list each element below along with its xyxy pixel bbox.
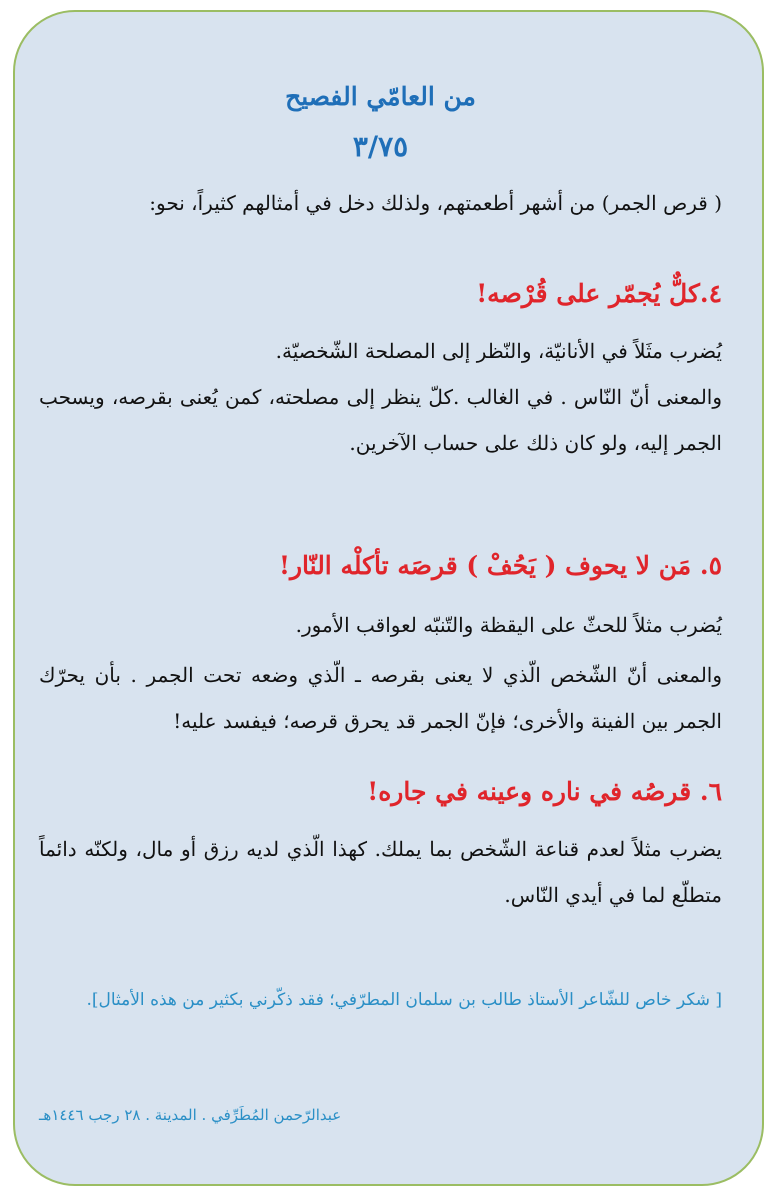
- proverb-6-heading: ٦. قرصُه في ناره وعينه في جاره!: [367, 777, 722, 806]
- proverb-5-usage: يُضرب مثلاً للحثّ على اليقظة والتّنبّه لعواقب الأمور.: [295, 613, 722, 637]
- proverb-4-heading: ٤.كلٌّ يُجمّر على قُرْصه!: [476, 279, 722, 308]
- content-card: [13, 10, 764, 1186]
- proverb-5-heading: ٥. مَن لا يحوف ( يَحُفْ ) قرصَه تأكلْه النّار!: [278, 551, 722, 580]
- proverb-4-meaning: والمعنى أنّ النّاس . في الغالب .كلّ ينظر إلى مصلحته، كمن يُعنى بقرصه، ويسحب الجمر إليه، ولو كان ذلك على حساب الآخرين.: [39, 385, 722, 455]
- proverb-5-meaning: والمعنى أنّ الشّخص الّذي لا يعنى بقرصه ـ الّذي وضعه تحت الجمر . بأن يحرّك الجمر بين الفينة والأخرى؛ فإنّ الجمر قد يحرق قرصه؛ فيفسد عليه!: [39, 663, 722, 733]
- article-number: ٣/٧٥: [352, 130, 409, 163]
- thanks-note: [ شكر خاص للشّاعر الأستاذ طالب بن سلمان المطرّفي؛ فقد ذكّرني بكثير من هذه الأمثال].: [86, 990, 722, 1010]
- proverb-4-usage: يُضرب مثَلاً في الأنانيّة، والنّظر إلى المصلحة الشّخصيّة.: [275, 339, 722, 363]
- signature: عبدالرّحمن المُطَرِّفي . المدينة . ٢٨ رجب ١٤٤٦هـ: [39, 1106, 342, 1124]
- article-body: [39, 12, 722, 1184]
- page-title: من العامّي الفصيح: [285, 82, 476, 111]
- proverb-6-meaning: يضرب مثلاً لعدم قناعة الشّخص بما يملك. كهذا الّذي لديه رزق أو مال، ولكنّه دائماً متطلّع لما في أيدي النّاس.: [39, 837, 722, 907]
- intro-text: ( قرص الجمر) من أشهر أطعمتهم، ولذلك دخل في أمثالهم كثيراً، نحو:: [149, 191, 722, 215]
